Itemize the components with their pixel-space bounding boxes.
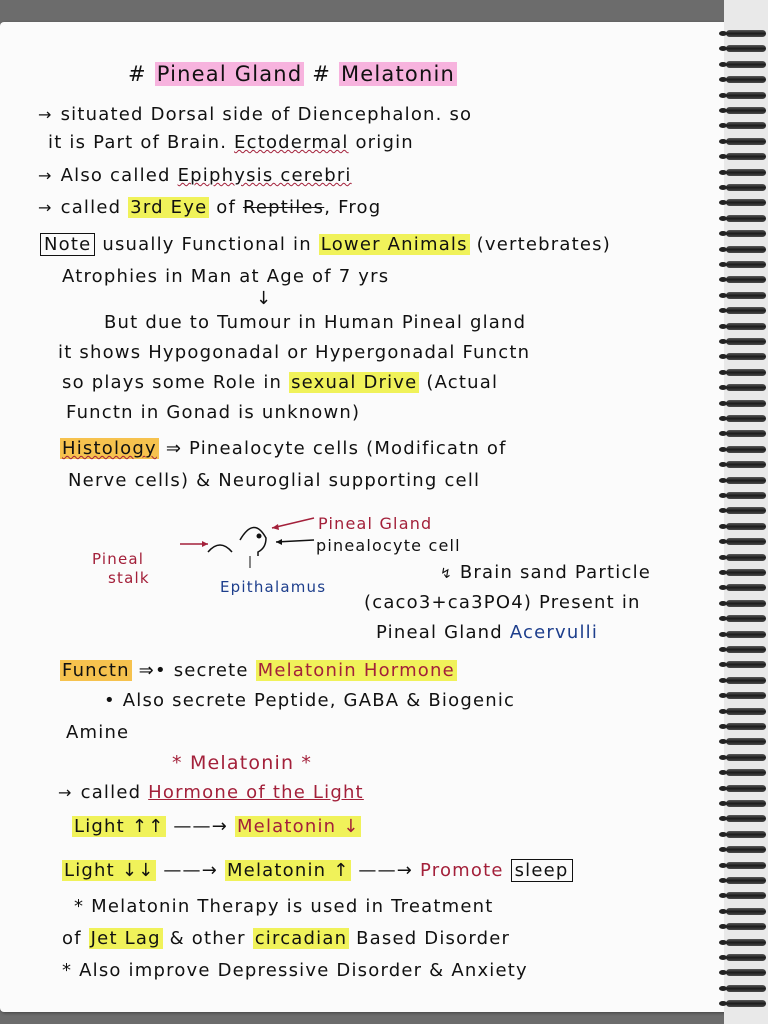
binding-ring — [726, 584, 766, 591]
binding-ring — [726, 215, 766, 222]
binding-ring — [726, 507, 766, 514]
third-eye-highlight: 3rd Eye — [130, 197, 208, 218]
binding-ring — [726, 692, 766, 699]
circadian-highlight: circadian — [254, 928, 348, 949]
note-line-5: so plays some Role in sexual Drive (Actual — [62, 372, 499, 393]
binding-ring — [726, 384, 766, 391]
binding-ring — [726, 877, 766, 884]
binding-ring — [726, 646, 766, 653]
spiral-binding — [724, 0, 768, 1024]
pinealocyte-label: pinealocyte cell — [316, 536, 461, 555]
binding-ring — [726, 661, 766, 668]
melatonin-line-7: * Also improve Depressive Disorder & Anxiety — [62, 960, 528, 981]
pineal-stalk-label-1: Pineal — [92, 550, 145, 568]
binding-ring — [726, 230, 766, 237]
pineal-gland-diagram — [180, 508, 330, 568]
epiphysis-word: Epiphysis cerebri — [177, 165, 352, 186]
light-low-line: Light ↓↓ ——→ Melatonin ↑ ——→ Promote sleep — [62, 860, 573, 881]
binding-ring — [726, 92, 766, 99]
binding-ring — [726, 523, 766, 530]
binding-ring — [726, 430, 766, 437]
ectodermal-word: Ectodermal — [234, 132, 349, 153]
title-pineal-gland: Pineal Gland — [156, 62, 303, 86]
title-melatonin: Melatonin — [340, 62, 456, 86]
intro-line-3: → Also called Epiphysis cerebri — [38, 165, 352, 186]
intro-line-2: it is Part of Brain. Ectodermal origin — [48, 132, 414, 153]
binding-ring — [726, 846, 766, 853]
binding-ring — [726, 184, 766, 191]
binding-ring — [726, 569, 766, 576]
binding-ring — [726, 292, 766, 299]
binding-ring — [726, 969, 766, 976]
function-label: Functn — [62, 660, 130, 681]
binding-ring — [726, 323, 766, 330]
histology-label: Histology — [62, 438, 157, 459]
binding-ring — [726, 815, 766, 822]
binding-ring — [726, 723, 766, 730]
binding-ring — [726, 76, 766, 83]
note-line-4: it shows Hypogonadal or Hypergonadal Functn — [58, 342, 531, 363]
pineal-gland-label: Pineal Gland — [318, 514, 433, 533]
intro-line-1: → situated Dorsal side of Diencephalon. so — [38, 104, 473, 125]
binding-ring — [726, 954, 766, 961]
binding-ring — [726, 631, 766, 638]
binding-ring — [726, 61, 766, 68]
function-line-3: Amine — [66, 722, 130, 743]
binding-ring — [726, 369, 766, 376]
down-arrow: ↓ — [256, 288, 273, 309]
binding-ring — [726, 769, 766, 776]
binding-ring — [726, 785, 766, 792]
histology-line-1: Histology ⇒ Pinealocyte cells (Modificatn of — [62, 438, 507, 459]
hormone-of-light: Hormone of the Light — [148, 782, 364, 803]
function-line-2: • Also secrete Peptide, GABA & Biogenic — [104, 690, 516, 711]
binding-ring — [726, 708, 766, 715]
binding-ring — [726, 400, 766, 407]
binding-ring — [726, 492, 766, 499]
melatonin-line-6: of Jet Lag & other circadian Based Disorder — [62, 928, 511, 949]
binding-ring — [726, 554, 766, 561]
binding-ring — [726, 307, 766, 314]
binding-ring — [726, 831, 766, 838]
binding-ring — [726, 246, 766, 253]
binding-ring — [726, 800, 766, 807]
binding-ring — [726, 939, 766, 946]
note-label: Note — [40, 233, 95, 256]
binding-ring — [726, 461, 766, 468]
melatonin-hormone-highlight: Melatonin Hormone — [257, 660, 455, 681]
binding-ring — [726, 615, 766, 622]
light-up-highlight: Light ↑↑ — [74, 816, 165, 837]
binding-ring — [726, 538, 766, 545]
binding-ring — [726, 677, 766, 684]
binding-ring — [726, 908, 766, 915]
sexual-drive-highlight: sexual Drive — [291, 372, 418, 393]
binding-ring — [726, 353, 766, 360]
binding-ring — [726, 153, 766, 160]
note-line-3: But due to Tumour in Human Pineal gland — [104, 312, 527, 333]
binding-ring — [726, 446, 766, 453]
acervulli-line: Pineal Gland Acervulli — [376, 622, 599, 643]
binding-ring — [726, 754, 766, 761]
binding-ring — [726, 338, 766, 345]
melatonin-up-highlight: Melatonin ↑ — [226, 860, 350, 881]
light-high-line: Light ↑↑ ——→ Melatonin ↓ — [74, 816, 360, 837]
note-line-2: Atrophies in Man at Age of 7 yrs — [62, 266, 390, 287]
binding-ring — [726, 122, 766, 129]
pineal-stalk-label-2: stalk — [108, 569, 150, 587]
binding-ring — [726, 415, 766, 422]
binding-ring — [726, 107, 766, 114]
note-line-1: Note usually Functional in Lower Animals (vertebrates) — [40, 234, 611, 255]
light-down-highlight: Light ↓↓ — [64, 860, 155, 881]
binding-ring — [726, 477, 766, 484]
sleep-box: sleep — [511, 859, 573, 882]
jet-lag-highlight: Jet Lag — [90, 928, 161, 949]
intro-line-4: → called 3rd Eye of Reptiles, Frog — [38, 197, 382, 218]
binding-ring — [726, 199, 766, 206]
binding-ring — [726, 45, 766, 52]
function-line-1: Functn ⇒• secrete Melatonin Hormone — [62, 660, 455, 681]
binding-ring — [726, 892, 766, 899]
brain-sand-formula: (caco3+ca3PO4) Present in — [364, 592, 641, 613]
notebook-page — [0, 22, 736, 1012]
binding-ring — [726, 1000, 766, 1007]
binding-ring — [726, 862, 766, 869]
binding-ring — [726, 600, 766, 607]
page-title: # Pineal Gland # Melatonin — [128, 62, 456, 86]
binding-ring — [726, 276, 766, 283]
melatonin-down-highlight: Melatonin ↓ — [236, 816, 360, 837]
binding-ring — [726, 923, 766, 930]
binding-ring — [726, 985, 766, 992]
binding-ring — [726, 138, 766, 145]
brain-sand-line: ↯ Brain sand Particle — [440, 562, 652, 583]
lower-animals-highlight: Lower Animals — [320, 234, 468, 255]
binding-ring — [726, 261, 766, 268]
melatonin-heading: * Melatonin * — [172, 752, 313, 774]
binding-ring — [726, 738, 766, 745]
binding-ring — [726, 169, 766, 176]
binding-ring — [726, 30, 766, 37]
melatonin-line-5: * Melatonin Therapy is used in Treatment — [74, 896, 494, 917]
histology-line-2: Nerve cells) & Neuroglial supporting cell — [68, 470, 481, 491]
acervulli-word: Acervulli — [509, 622, 599, 643]
note-line-6: Functn in Gonad is unknown) — [66, 402, 361, 423]
melatonin-line-1: → called Hormone of the Light — [58, 782, 364, 803]
epithalamus-label: Epithalamus — [220, 578, 327, 596]
